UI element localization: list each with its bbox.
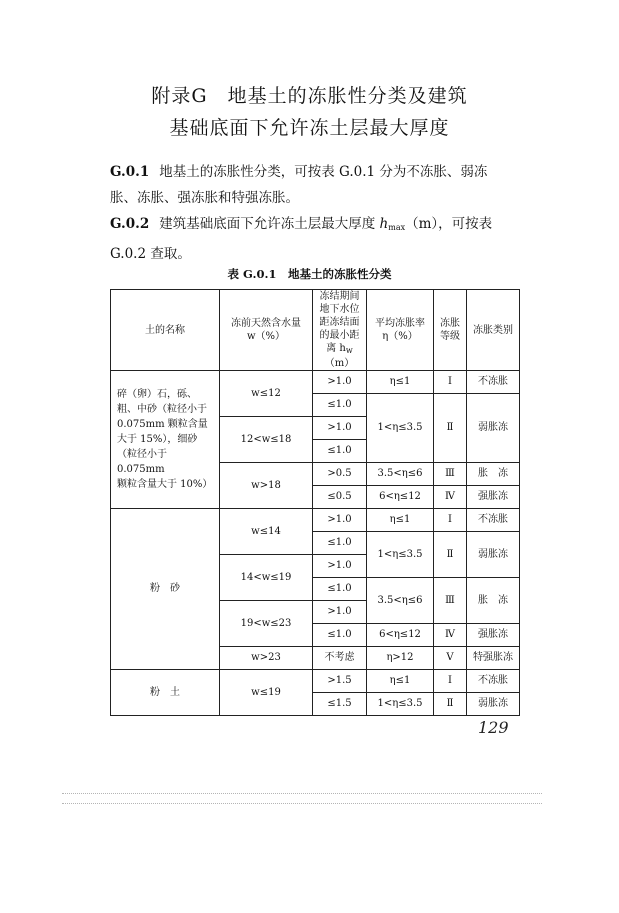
category-cell: 强胀冻 bbox=[467, 486, 520, 509]
scan-artifact-line bbox=[62, 793, 542, 794]
clause-number: G.0.1 bbox=[110, 164, 150, 180]
category-cell: 不冻胀 bbox=[467, 371, 520, 394]
scan-artifact-line bbox=[62, 803, 542, 804]
header-category: 冻胀类别 bbox=[467, 290, 520, 371]
grade-cell: Ⅱ bbox=[434, 394, 467, 463]
category-cell: 弱胀冻 bbox=[467, 394, 520, 463]
symbol-subscript: max bbox=[388, 223, 406, 232]
gw-cell: >0.5 bbox=[313, 463, 367, 486]
paragraph-g02 bbox=[110, 211, 530, 267]
rate-cell: 3.5<η≤6 bbox=[367, 463, 434, 486]
category-cell: 特强胀冻 bbox=[467, 647, 520, 670]
gw-cell: ≤0.5 bbox=[313, 486, 367, 509]
grade-cell: Ⅳ bbox=[434, 486, 467, 509]
appendix-title-line2: 基础底面下允许冻土层最大厚度 bbox=[169, 117, 450, 139]
clause-number: G.0.2 bbox=[110, 216, 150, 232]
gw-cell: ≤1.0 bbox=[313, 440, 367, 463]
category-cell: 不冻胀 bbox=[467, 670, 520, 693]
gw-cell: ≤1.5 bbox=[313, 693, 367, 716]
soil-group-silty-sand: 粉 砂 bbox=[111, 509, 220, 670]
gw-cell: >1.0 bbox=[313, 417, 367, 440]
gw-cell: 不考虑 bbox=[313, 647, 367, 670]
rate-cell: η≤1 bbox=[367, 670, 434, 693]
table-row bbox=[111, 670, 520, 693]
rate-cell: 1<η≤3.5 bbox=[367, 532, 434, 578]
water-cell: 12<w≤18 bbox=[220, 417, 313, 463]
category-cell: 弱胀冻 bbox=[467, 532, 520, 578]
grade-cell: Ⅲ bbox=[434, 578, 467, 624]
rate-cell: 6<η≤12 bbox=[367, 624, 434, 647]
table-row bbox=[111, 509, 520, 532]
gw-cell: ≤1.0 bbox=[313, 624, 367, 647]
water-cell: 14<w≤19 bbox=[220, 555, 313, 601]
gw-cell: >1.0 bbox=[313, 509, 367, 532]
header-groundwater: 冻结期间 地下水位 距冻结面 的最小距 离 $h_w(m)$ bbox=[313, 290, 367, 371]
water-cell: w≤12 bbox=[220, 371, 313, 417]
table-row bbox=[111, 371, 520, 394]
grade-cell: Ⅰ bbox=[434, 670, 467, 693]
rate-cell: η≤1 bbox=[367, 371, 434, 394]
grade-cell: Ⅳ bbox=[434, 624, 467, 647]
category-cell: 胀 冻 bbox=[467, 463, 520, 486]
symbol-h: h bbox=[379, 216, 389, 232]
water-cell: w≤14 bbox=[220, 509, 313, 555]
header-rate: 平均冻胀率 η（%） bbox=[367, 290, 434, 371]
rate-cell: 1<η≤3.5 bbox=[367, 394, 434, 463]
gw-cell: >1.0 bbox=[313, 371, 367, 394]
frost-heave-table bbox=[110, 289, 520, 716]
category-cell: 弱胀冻 bbox=[467, 693, 520, 716]
rate-cell: 3.5<η≤6 bbox=[367, 578, 434, 624]
water-cell: w≤19 bbox=[220, 670, 313, 716]
header-water: 冻前天然含水量 w（%） bbox=[220, 290, 313, 371]
rate-cell: 6<η≤12 bbox=[367, 486, 434, 509]
category-cell: 胀 冻 bbox=[467, 578, 520, 624]
water-cell: w>23 bbox=[220, 647, 313, 670]
paragraph-text: 胀、冻胀、强冻胀和特强冻胀。 bbox=[110, 190, 299, 206]
appendix-title-line1: 附录G 地基土的冻胀性分类及建筑 bbox=[151, 85, 468, 107]
rate-cell: η>12 bbox=[367, 647, 434, 670]
gw-cell: >1.0 bbox=[313, 555, 367, 578]
gw-cell: ≤1.0 bbox=[313, 394, 367, 417]
gw-cell: ≤1.0 bbox=[313, 532, 367, 555]
paragraph-g01 bbox=[110, 159, 530, 211]
category-cell: 不冻胀 bbox=[467, 509, 520, 532]
table-caption: 表 G.0.1 地基土的冻胀性分类 bbox=[227, 267, 392, 281]
soil-group-coarse: 碎（卵）石，砾、 粗、中砂（粒径小于 0.075mm 颗粒含量 大于 15%），细砂 （粒径小于 0.075mm 颗粒含量大于 10%） bbox=[111, 371, 220, 509]
header-grade: 冻胀 等级 bbox=[434, 290, 467, 371]
gw-cell: >1.0 bbox=[313, 601, 367, 624]
water-cell: 19<w≤23 bbox=[220, 601, 313, 647]
paragraph-text: 建筑基础底面下允许冻土层最大厚度 bbox=[159, 216, 380, 232]
rate-cell: 1<η≤3.5 bbox=[367, 693, 434, 716]
grade-cell: Ⅴ bbox=[434, 647, 467, 670]
grade-cell: Ⅰ bbox=[434, 371, 467, 394]
header-soil: 土的名称 bbox=[111, 290, 220, 371]
grade-cell: Ⅰ bbox=[434, 509, 467, 532]
soil-group-silt: 粉 土 bbox=[111, 670, 220, 716]
category-cell: 强胀冻 bbox=[467, 624, 520, 647]
gw-cell: >1.5 bbox=[313, 670, 367, 693]
rate-cell: η≤1 bbox=[367, 509, 434, 532]
water-cell: w>18 bbox=[220, 463, 313, 509]
grade-cell: Ⅲ bbox=[434, 463, 467, 486]
table-header-row bbox=[111, 290, 520, 371]
paragraph-text: （m），可按表 bbox=[405, 216, 493, 232]
grade-cell: Ⅱ bbox=[434, 693, 467, 716]
paragraph-text: G.0.2 查取。 bbox=[110, 246, 191, 262]
grade-cell: Ⅱ bbox=[434, 532, 467, 578]
gw-cell: ≤1.0 bbox=[313, 578, 367, 601]
page-number: 129 bbox=[478, 718, 509, 737]
paragraph-text: 地基土的冻胀性分类，可按表 G.0.1 分为不冻胀、弱冻 bbox=[159, 164, 488, 180]
